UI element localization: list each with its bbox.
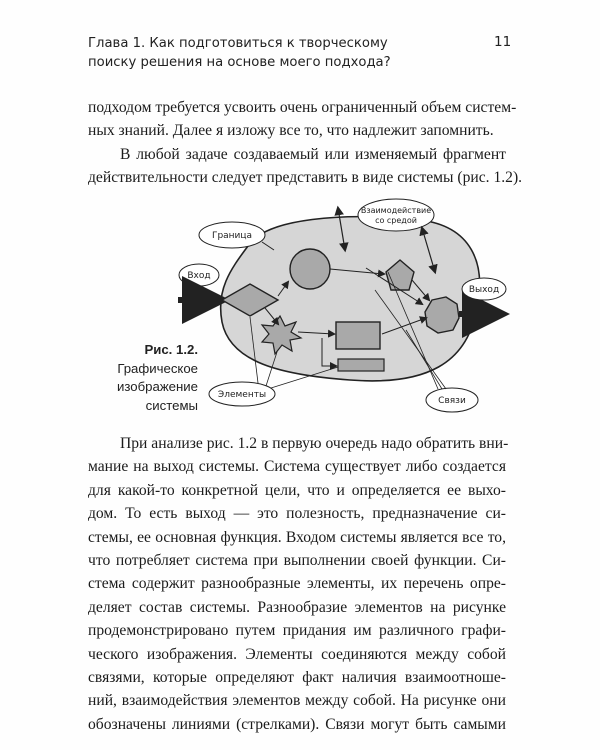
element-circle <box>290 249 330 289</box>
text-line: действительности следует представить в виде системы (рис. 1.2). <box>88 169 523 187</box>
caption-line: Графическое <box>117 360 198 376</box>
label-input: Вход <box>187 271 211 281</box>
header-title-line-2: поиску решения на основе моего подхода? <box>88 55 391 70</box>
caption-line: изображение <box>117 379 198 394</box>
body-text-bottom <box>88 432 509 736</box>
text-line: продемонстрировано путем придания им различного графи- <box>88 622 506 640</box>
text-line: дом. То есть выход — это полезность, предназначение си- <box>88 505 506 523</box>
text-line: для какой-то конкретной цели, что и определяется ее выхо- <box>88 481 506 499</box>
text-line: обозначены линиями (стрелками). Связи могут быть самыми <box>88 715 506 733</box>
running-header <box>88 34 518 72</box>
label-interaction-line-2: со средой <box>375 216 417 225</box>
text-line: ний, взаимодействия элементов между собой. На рисунке они <box>88 692 506 710</box>
text-line: ных знаний. Далее я изложу все то, что надлежит запомнить. <box>88 122 494 140</box>
element-bar <box>338 359 384 371</box>
caption-line: системы <box>145 397 198 413</box>
text-line: деляет состав системы. Разнообразие элементов на рисунке <box>88 598 506 616</box>
figure-label: Рис. 1.2. <box>144 342 198 357</box>
element-octagon <box>425 297 459 333</box>
text-line: ческого изображения. Элементы соединяются между собой <box>88 645 506 663</box>
text-line: мание на выход системы. Система существует либо создается <box>88 458 506 476</box>
text-line: стема содержит разнообразные элементы, их перечень опре- <box>88 575 506 593</box>
label-bubble-interaction <box>358 199 434 231</box>
label-boundary: Граница <box>211 231 253 241</box>
header-title-line-1: Глава 1. Как подготовиться к творческому <box>88 36 388 51</box>
text-line: При анализе рис. 1.2 в первую очередь надо обратить вни- <box>120 435 509 452</box>
text-line: связями, которые определяют факт наличия взаимоотноше- <box>88 669 506 687</box>
label-elements: Элементы <box>217 390 267 400</box>
page-number: 11 <box>494 34 512 50</box>
element-rectangle <box>336 322 380 349</box>
text-line: стемы, ее основная функция. Входом системы является все то, <box>88 528 506 546</box>
label-interaction-line-1: Взаимодействие <box>360 206 432 215</box>
label-output: Выход <box>468 285 500 295</box>
label-links: Связи <box>438 396 466 406</box>
text-line: что потребляет система при выполнении своей функции. Си- <box>88 552 506 570</box>
text-line: В любой задаче создаваемый или изменяемый фрагмент <box>120 145 506 163</box>
text-line: подходом требуется усвоить очень ограниченный объем систем- <box>88 99 517 116</box>
body-text-top <box>88 96 523 190</box>
system-diagram <box>170 190 510 420</box>
